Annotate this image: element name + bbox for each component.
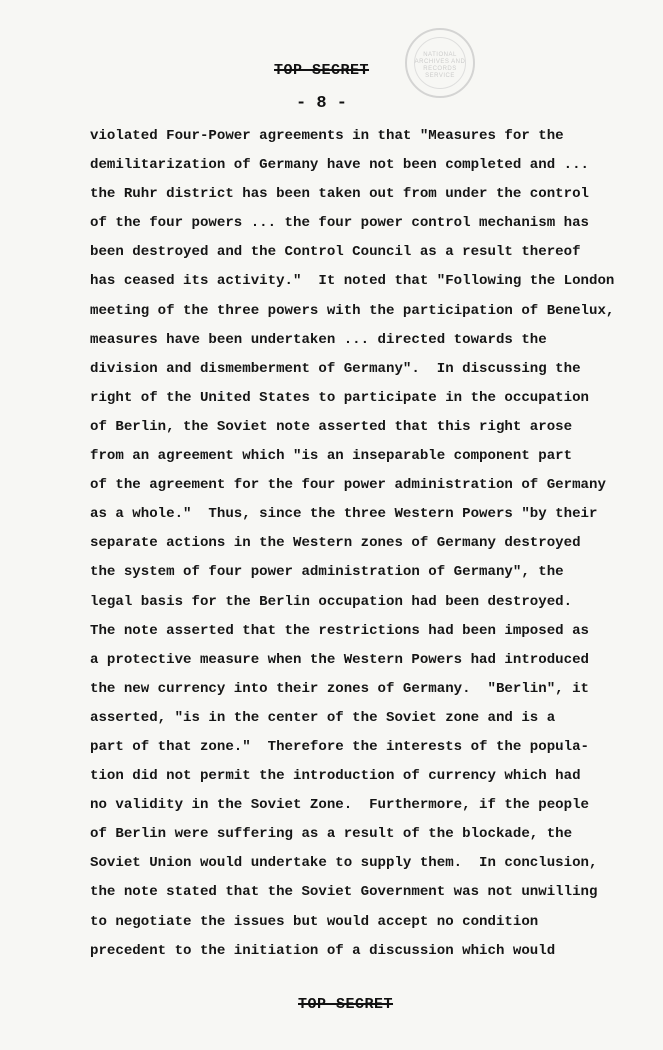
body-text <box>90 122 650 966</box>
body-text-line: right of the United States to participate in the occupation <box>90 389 589 406</box>
body-text-line: of the agreement for the four power administration of Germany <box>90 477 606 494</box>
body-text-line: no validity in the Soviet Zone. Furthermore, if the people <box>90 797 589 814</box>
body-text-line: part of that zone." Therefore the interests of the popula- <box>90 738 589 755</box>
body-text-line: the system of four power administration of Germany", the <box>90 564 564 581</box>
body-text-line: meeting of the three powers with the participation of Benelux, <box>90 302 615 319</box>
body-text-line: violated Four-Power agreements in that "Measures for the <box>90 128 564 144</box>
body-text-line: separate actions in the Western zones of Germany destroyed <box>90 535 581 552</box>
body-text-line: the note stated that the Soviet Government was not unwilling <box>90 884 598 901</box>
body-text-line: the Ruhr district has been taken out from under the control <box>90 186 589 203</box>
header-classification-marking: TOP SECRET <box>274 62 370 79</box>
body-text-line: asserted, "is in the center of the Soviet zone and is a <box>90 709 556 726</box>
footer-classification-marking: TOP SECRET <box>298 996 394 1013</box>
body-text-line: of Berlin were suffering as a result of the blockade, the <box>90 826 573 843</box>
body-text-line: to negotiate the issues but would accept no condition <box>90 913 539 930</box>
body-text-line: Soviet Union would undertake to supply them. In conclusion, <box>90 855 598 872</box>
body-text-line: has ceased its activity." It noted that "Following the London <box>90 273 615 290</box>
body-text-line: measures have been undertaken ... directed towards the <box>90 331 547 348</box>
body-text-line: been destroyed and the Control Council as a result thereof <box>90 244 581 261</box>
body-text-line: demilitarization of Germany have not been completed and ... <box>90 157 589 174</box>
archival-seal-text: NATIONAL ARCHIVES AND RECORDS SERVICE <box>414 52 466 79</box>
body-text-line: of the four powers ... the four power control mechanism has <box>90 215 589 232</box>
body-text-line: legal basis for the Berlin occupation had been destroyed. <box>90 593 573 610</box>
page-number: - 8 - <box>296 94 348 113</box>
body-text-line: as a whole." Thus, since the three Western Powers "by their <box>90 506 598 523</box>
body-text-line: The note asserted that the restrictions had been imposed as <box>90 622 589 639</box>
body-text-line: of Berlin, the Soviet note asserted that this right arose <box>90 418 573 435</box>
body-text-line: the new currency into their zones of Germany. "Berlin", it <box>90 680 589 697</box>
body-text-line: a protective measure when the Western Powers had introduced <box>90 651 589 668</box>
archival-seal-stamp <box>405 28 475 98</box>
body-text-line: division and dismemberment of Germany". In discussing the <box>90 360 581 377</box>
body-text-line: from an agreement which "is an inseparable component part <box>90 448 573 465</box>
body-text-line: precedent to the initiation of a discussion which would <box>90 942 556 959</box>
body-text-line: tion did not permit the introduction of currency which had <box>90 768 581 785</box>
